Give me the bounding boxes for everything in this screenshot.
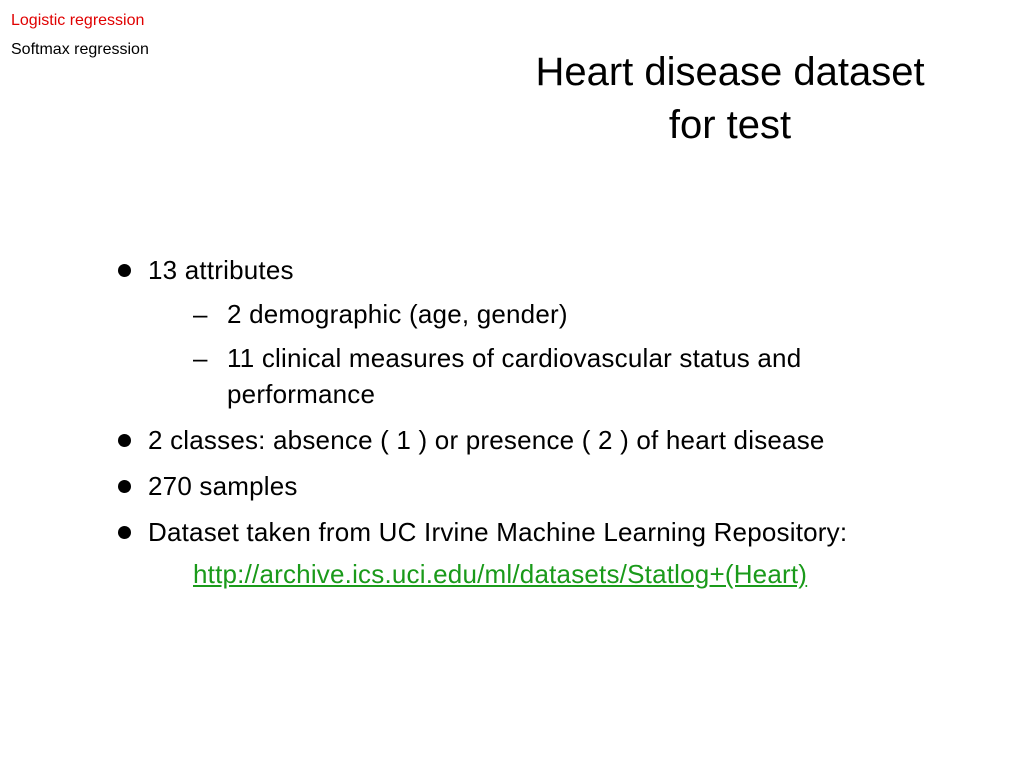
- bullet-attributes-text: 13 attributes: [148, 255, 294, 285]
- bullet-dot-icon: [118, 480, 131, 493]
- sub-bullet-clinical-text-line-2: performance: [227, 379, 376, 409]
- bullet-samples-text: 270 samples: [148, 471, 298, 501]
- dash-icon: –: [193, 299, 208, 329]
- sub-bullet-demographic: [148, 296, 978, 332]
- bullet-dataset-source-text: Dataset taken from UC Irvine Machine Learning Repository:: [148, 517, 848, 547]
- bullet-classes-text: 2 classes: absence ( 1 ) or presence ( 2 ) of heart disease: [148, 425, 825, 455]
- dataset-link[interactable]: http://archive.ics.uci.edu/ml/datasets/Statlog+(Heart): [193, 559, 808, 589]
- bullet-classes: [118, 422, 978, 458]
- slide-nav: [11, 6, 149, 64]
- bullet-attributes: [118, 252, 978, 412]
- nav-item-softmax-regression[interactable]: Softmax regression: [11, 41, 149, 58]
- slide-body: [118, 252, 978, 602]
- slide-title-line-1: Heart disease dataset: [535, 50, 925, 94]
- bullet-dot-icon: [118, 434, 131, 447]
- slide-title-line-2: for test: [668, 103, 792, 147]
- sub-bullet-clinical-text-line-1: 11 clinical measures of cardiovascular status and: [227, 343, 802, 373]
- dash-icon: –: [193, 343, 208, 373]
- bullet-dot-icon: [118, 264, 131, 277]
- sub-bullet-demographic-text: 2 demographic (age, gender): [227, 299, 568, 329]
- bullet-samples: [118, 468, 978, 504]
- nav-item-logistic-regression[interactable]: Logistic regression: [11, 12, 145, 29]
- slide-title: [470, 46, 990, 152]
- bullet-dot-icon: [118, 526, 131, 539]
- bullet-dataset-source: [118, 514, 978, 592]
- sub-bullet-clinical: [148, 340, 978, 412]
